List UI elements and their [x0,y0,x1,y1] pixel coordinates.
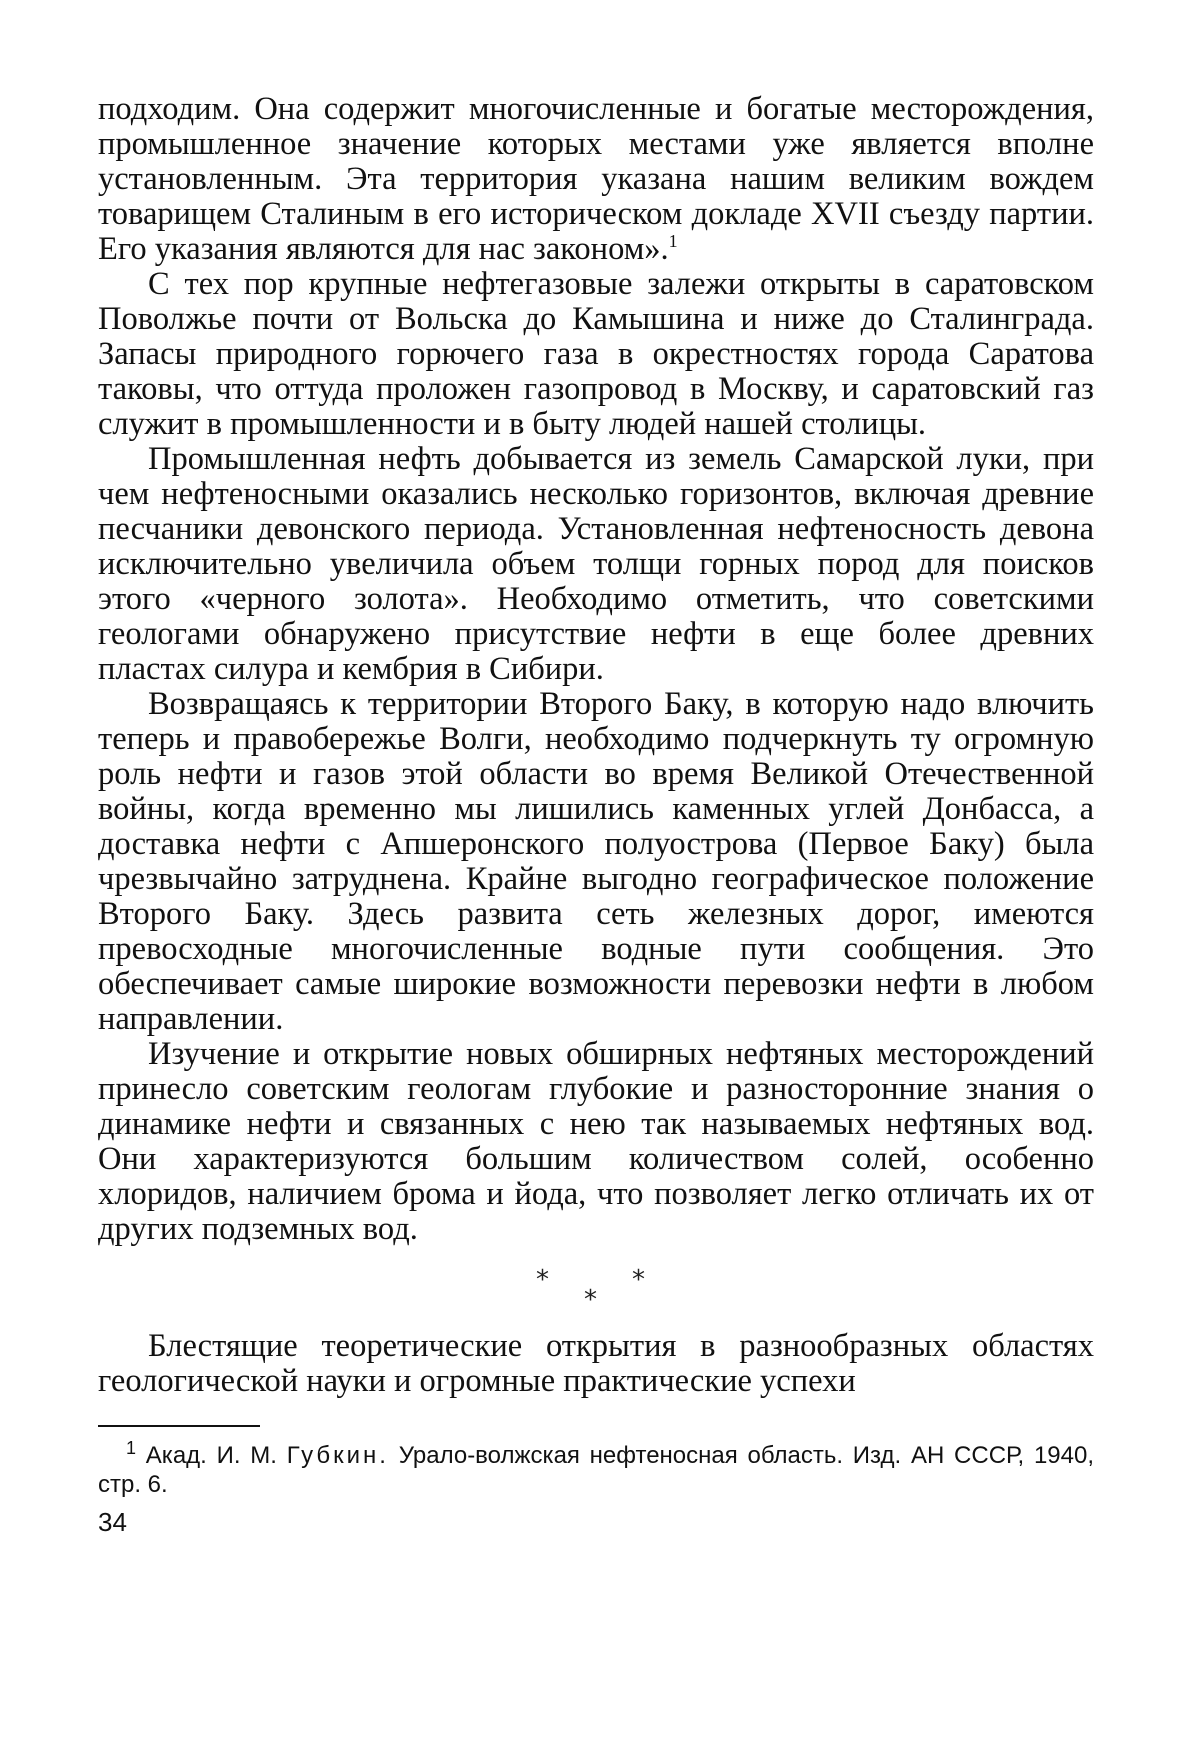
paragraph-1 [98,92,1094,267]
footnote-author-prefix: Акад. И. М. [145,1442,277,1469]
footnote-divider [98,1425,260,1427]
paragraph-6: Блестящие теоретические открытия в разнообразных областях геологической науки и огромные практические успехи [98,1328,1094,1399]
book-page [98,92,1094,1538]
footnote-marker: 1 [126,1438,137,1458]
footnote-text: Урало-волжская нефтеносная область. Изд. АН СССР, 1940, стр. 6. [98,1442,1095,1498]
paragraph-5: Изучение и открытие новых обширных нефтяных месторождений принесло советским геологам глубокие и разносторонние знания о динамике нефти и связанных с нею так называемых нефтяных вод. Они характеризуются большим количеством солей, особенно хлоридов, наличием брома и йода, что позволяет легко отличать их от других подземных вод. [98,1036,1094,1247]
paragraph-4: Возвращаясь к территории Второго Баку, в которую надо влючить теперь и правобережье Волги, необходимо подчеркнуть ту огромную роль нефти и газов этой области во время Великой Отечественной войны, когда временно мы лишились каменных углей Донбасса, а доставка нефти с Апшеронского полуострова (Первое Баку) была чрезвычайно затруднена. Крайне выгодно географическое положение Второго Баку. Здесь развита сеть железных дорог, имеются превосходные многочисленные водные пути сообщения. Это обеспечивает самые широкие возможности перевозки нефти в любом направлении. [98,686,1094,1037]
page-number: 34 [98,1507,127,1537]
separator-star-center: * [584,1285,597,1315]
paragraph-2: С тех пор крупные нефтегазовые залежи открыты в саратовском Поволжье почти от Вольска до Камышина и ниже до Сталинграда. Запасы природного горючего газа в окрестностях города Саратова таковы, что оттуда проложен газопровод в Москву, и саратовский газ служит в промышленности и в быту людей нашей столицы. [98,266,1094,442]
footnote-reference: 1 [668,231,678,252]
paragraph-1-text: подходим. Она содержит многочисленные и богатые месторождения, промышленное значение которых местами уже является вполне установленным. Эта территория указана нашим великим вождем товарищем Сталиным в его историческом докладе XVII съезду партии. Его указания являются для нас законом». [98,91,1094,267]
paragraph-3: Промышленная нефть добывается из земель Самарской луки, при чем нефтеносными оказались несколько горизонтов, включая древние песчаники девонского периода. Установленная нефтеносность девона исключительно увеличила объем толщи горных пород для поисков этого «черного золота». Необходимо отметить, что советскими геологами обнаружено присутствие нефти в еще более древних пластах силура и кембрия в Сибири. [98,441,1094,687]
separator-star-left: * [536,1265,549,1295]
footnote [98,1438,1095,1499]
section-separator [98,1259,1094,1329]
separator-star-right: * [632,1265,645,1295]
footnote-author-name: Губкин. [286,1442,389,1469]
